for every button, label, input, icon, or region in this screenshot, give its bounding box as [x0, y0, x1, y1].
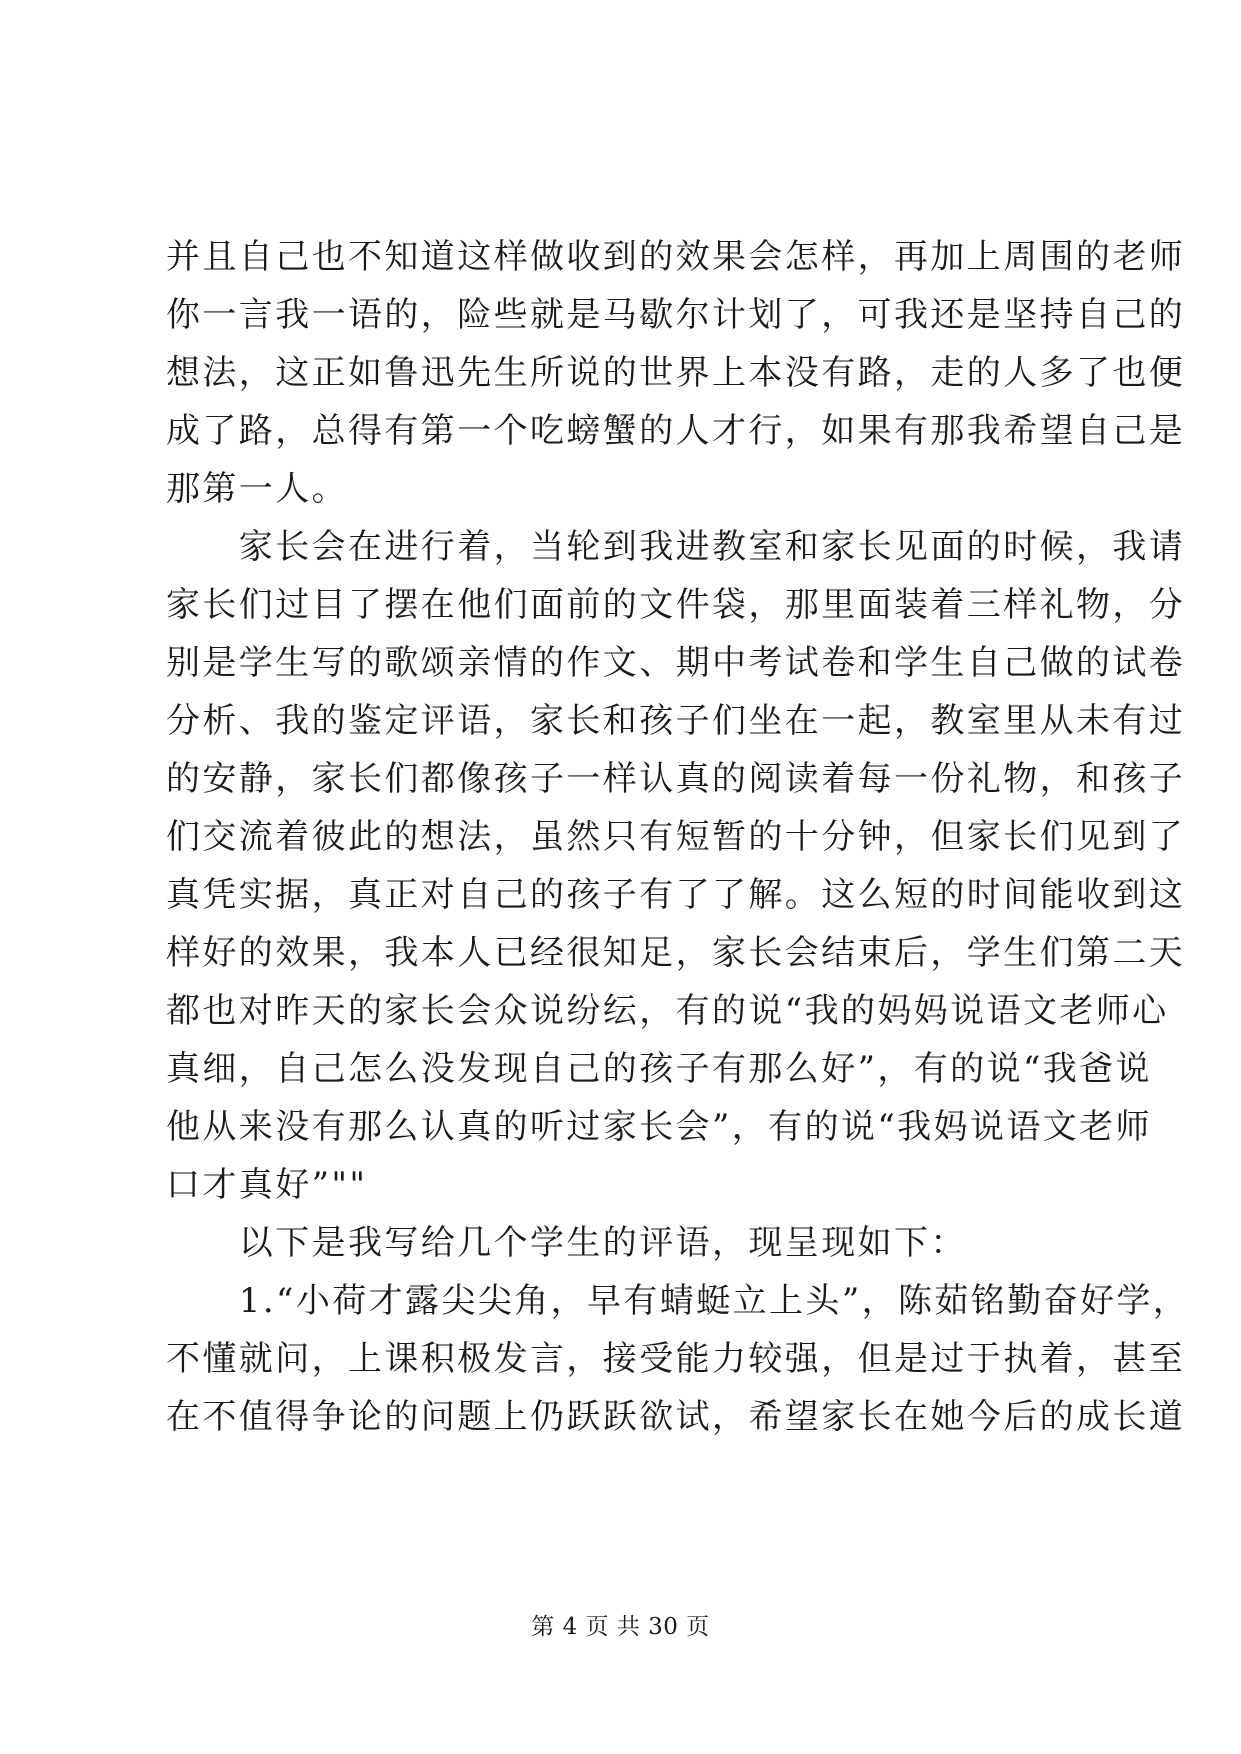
text-line: 们交流着彼此的想法，虽然只有短暂的十分钟，但家长们见到了 [166, 817, 1186, 857]
text-line: 以下是我写给几个学生的评语，现呈现如下： [166, 1223, 967, 1263]
text-line: 他从来没有那么认真的听过家长会”，有的说“我妈说语文老师 [166, 1107, 1152, 1147]
text-line: 真细，自己怎么没发现自己的孩子有那么好”，有的说“我爸说 [166, 1049, 1152, 1089]
text-line: 样好的效果，我本人已经很知足，家长会结束后，学生们第二天 [166, 933, 1186, 973]
text-line: 你一言我一语的，险些就是马歇尔计划了，可我还是坚持自己的 [166, 295, 1186, 335]
text-line: 口才真好”"" [166, 1165, 368, 1205]
text-line: 在不值得争论的问题上仍跃跃欲试，希望家长在她今后的成长道 [166, 1397, 1186, 1437]
body-text [166, 228, 1190, 1446]
text-line: 家长会在进行着，当轮到我进教室和家长见面的时候，我请 [166, 527, 1186, 567]
text-line: 成了路，总得有第一个吃螃蟹的人才行，如果有那我希望自己是 [166, 411, 1186, 451]
text-line: 想法，这正如鲁迅先生所说的世界上本没有路，走的人多了也便 [166, 353, 1186, 393]
page-footer [0, 1612, 1241, 1642]
text-line: 那第一人。 [166, 469, 348, 509]
text-line: 不懂就问，上课积极发言，接受能力较强，但是过于执着，甚至 [166, 1339, 1186, 1379]
text-line: 别是学生写的歌颂亲情的作文、期中考试卷和学生自己做的试卷 [166, 643, 1186, 683]
text-line: 都也对昨天的家长会众说纷纭，有的说“我的妈妈说语文老师心 [166, 991, 1169, 1031]
text-line: 真凭实据，真正对自己的孩子有了了解。这么短的时间能收到这 [166, 875, 1186, 915]
text-line: 家长们过目了摆在他们面前的文件袋，那里面装着三样礼物，分 [166, 585, 1186, 625]
page-number-label: 第 4 页 共 30 页 [531, 1614, 710, 1640]
text-line: 并且自己也不知道这样做收到的效果会怎样，再加上周围的老师 [166, 237, 1186, 277]
text-line: 分析、我的鉴定评语，家长和孩子们坐在一起，教室里从未有过 [166, 701, 1186, 741]
text-line: 的安静，家长们都像孩子一样认真的阅读着每一份礼物，和孩子 [166, 759, 1186, 799]
text-line: 1.“小荷才露尖尖角，早有蜻蜓立上头”，陈茹铭勤奋好学， [166, 1281, 1190, 1321]
